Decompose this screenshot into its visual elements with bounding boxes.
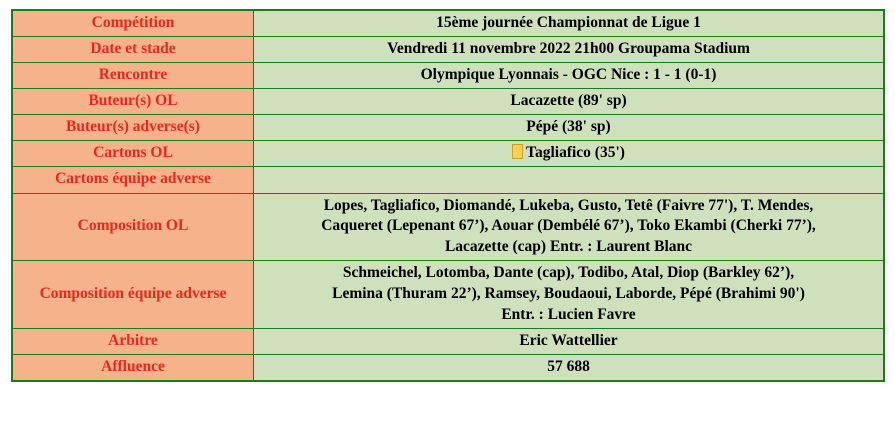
row-value-scorers-ol: Lacazette (89' sp) — [254, 88, 885, 114]
table-row — [12, 88, 884, 114]
row-label-date-stadium: Date et stade — [12, 36, 254, 62]
row-value-scorers-opponent: Pépé (38' sp) — [254, 114, 885, 140]
table-row — [12, 329, 884, 355]
match-info-table — [11, 9, 885, 382]
row-label-cards-ol: Cartons OL — [12, 140, 254, 166]
cards-ol-text: Tagliafico (35') — [526, 143, 625, 161]
row-value-date-stadium: Vendredi 11 novembre 2022 21h00 Groupama Stadium — [254, 36, 885, 62]
row-value-fixture: Olympique Lyonnais - OGC Nice : 1 - 1 (0-1) — [254, 62, 885, 88]
lineup-ol-line-3: Lacazette (cap) Entr. : Laurent Blanc — [444, 238, 693, 256]
row-label-cards-opponent: Cartons équipe adverse — [12, 166, 254, 193]
row-label-scorers-ol: Buteur(s) OL — [12, 88, 254, 114]
row-value-cards-opponent — [254, 166, 885, 193]
row-value-lineup-ol — [254, 193, 885, 261]
row-value-cards-ol — [254, 140, 885, 166]
row-label-referee: Arbitre — [12, 329, 254, 355]
table-row — [12, 140, 884, 166]
table-row — [12, 354, 884, 380]
row-label-competition: Compétition — [12, 10, 254, 36]
yellow-card-icon — [512, 144, 523, 159]
row-label-scorers-opponent: Buteur(s) adverse(s) — [12, 114, 254, 140]
row-value-competition: 15ème journée Championnat de Ligue 1 — [254, 10, 885, 36]
table-row — [12, 193, 884, 261]
row-value-referee: Eric Wattellier — [254, 329, 885, 355]
row-label-attendance: Affluence — [12, 354, 254, 380]
row-label-lineup-opponent: Composition équipe adverse — [12, 261, 254, 329]
table-row — [12, 114, 884, 140]
table-row — [12, 166, 884, 193]
table-row — [12, 10, 884, 36]
row-value-lineup-opponent — [254, 261, 885, 329]
lineup-opponent-line-2: Lemina (Thuram 22’), Ramsey, Boudaoui, Laborde, Pépé (Brahimi 90') — [332, 285, 805, 303]
lineup-ol-line-2: Caqueret (Lepenant 67’), Aouar (Dembélé 67’), Toko Ekambi (Cherki 77’), — [321, 217, 816, 235]
row-label-fixture: Rencontre — [12, 62, 254, 88]
table-row — [12, 62, 884, 88]
lineup-opponent-line-3: Entr. : Lucien Favre — [501, 306, 636, 324]
row-value-attendance: 57 688 — [254, 354, 885, 380]
table-row — [12, 36, 884, 62]
lineup-ol-line-1: Lopes, Tagliafico, Diomandé, Lukeba, Gusto, Tetê (Faivre 77'), T. Mendes, — [323, 196, 814, 214]
lineup-opponent-line-1: Schmeichel, Lotomba, Dante (cap), Todibo, Atal, Diop (Barkley 62’), — [342, 264, 795, 282]
row-label-lineup-ol: Composition OL — [12, 193, 254, 261]
match-summary-sheet — [0, 9, 895, 427]
table-row — [12, 261, 884, 329]
